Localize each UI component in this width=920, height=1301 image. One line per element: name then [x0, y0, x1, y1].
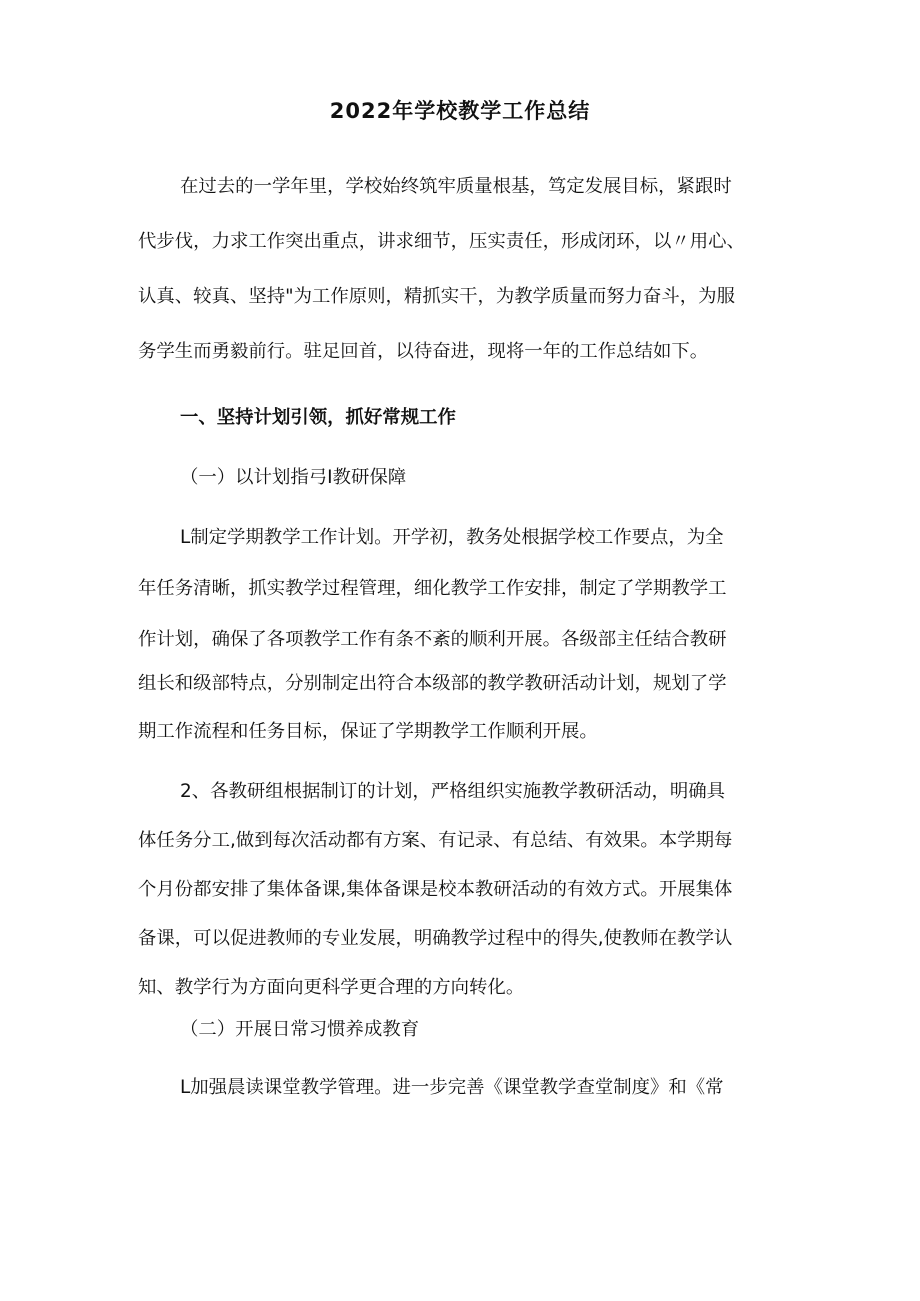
- section-heading: 一、坚持计划引领，抓好常规工作: [180, 407, 456, 428]
- paragraph-line: 体任务分工,做到每次活动都有方案、有记录、有总结、有效果。本学期每: [138, 830, 733, 851]
- paragraph-line: L制定学期教学工作计划。开学初，教务处根据学校工作要点，为全: [180, 527, 724, 548]
- paragraph-line: 组长和级部特点，分别制定出符合本级部的教学教研活动计划，规划了学: [138, 673, 727, 694]
- paragraph-line: L加强晨读课堂教学管理。进一步完善《课堂教学查堂制度》和《常: [180, 1077, 724, 1098]
- subsection-heading: （一）以计划指弓I教研保障: [180, 467, 407, 488]
- paragraph-line: 作计划，确保了各项教学工作有条不紊的顺利开展。各级部主任结合教研: [138, 629, 727, 650]
- paragraph-line: 个月份都安排了集体备课,集体备课是校本教研活动的有效方式。开展集体: [138, 879, 733, 900]
- paragraph-line: 代步伐，力求工作突出重点，讲求细节，压实责任，形成闭环，以〃用心、: [138, 231, 745, 252]
- subsection-heading: （二）开展日常习惯养成教育: [180, 1019, 420, 1040]
- paragraph-line: 2、各教研组根据制订的计划，严格组织实施教学教研活动，明确具: [180, 781, 726, 802]
- paragraph-line: 期工作流程和任务目标，保证了学期教学工作顺利开展。: [138, 721, 598, 742]
- paragraph-line: 务学生而勇毅前行。驻足回首，以待奋进，现将一年的工作总结如下。: [138, 341, 709, 362]
- paragraph-line: 年任务清晰，抓实教学过程管理，细化教学工作安排，制定了学期教学工: [138, 578, 727, 599]
- paragraph-line: 备课，可以促进教师的专业发展，明确教学过程中的得失,使教师在教学认: [138, 928, 733, 949]
- paragraph-line: 在过去的一学年里，学校始终筑牢质量根基，笃定发展目标，紧跟时: [180, 176, 732, 197]
- document-title: 2022年学校教学工作总结: [329, 99, 591, 123]
- paragraph-line: 认真、较真、坚持"为工作原则，精抓实干，为教学质量而努力奋斗，为服: [138, 286, 735, 307]
- paragraph-line: 知、教学行为方面向更科学更合理的方向转化。: [138, 977, 525, 998]
